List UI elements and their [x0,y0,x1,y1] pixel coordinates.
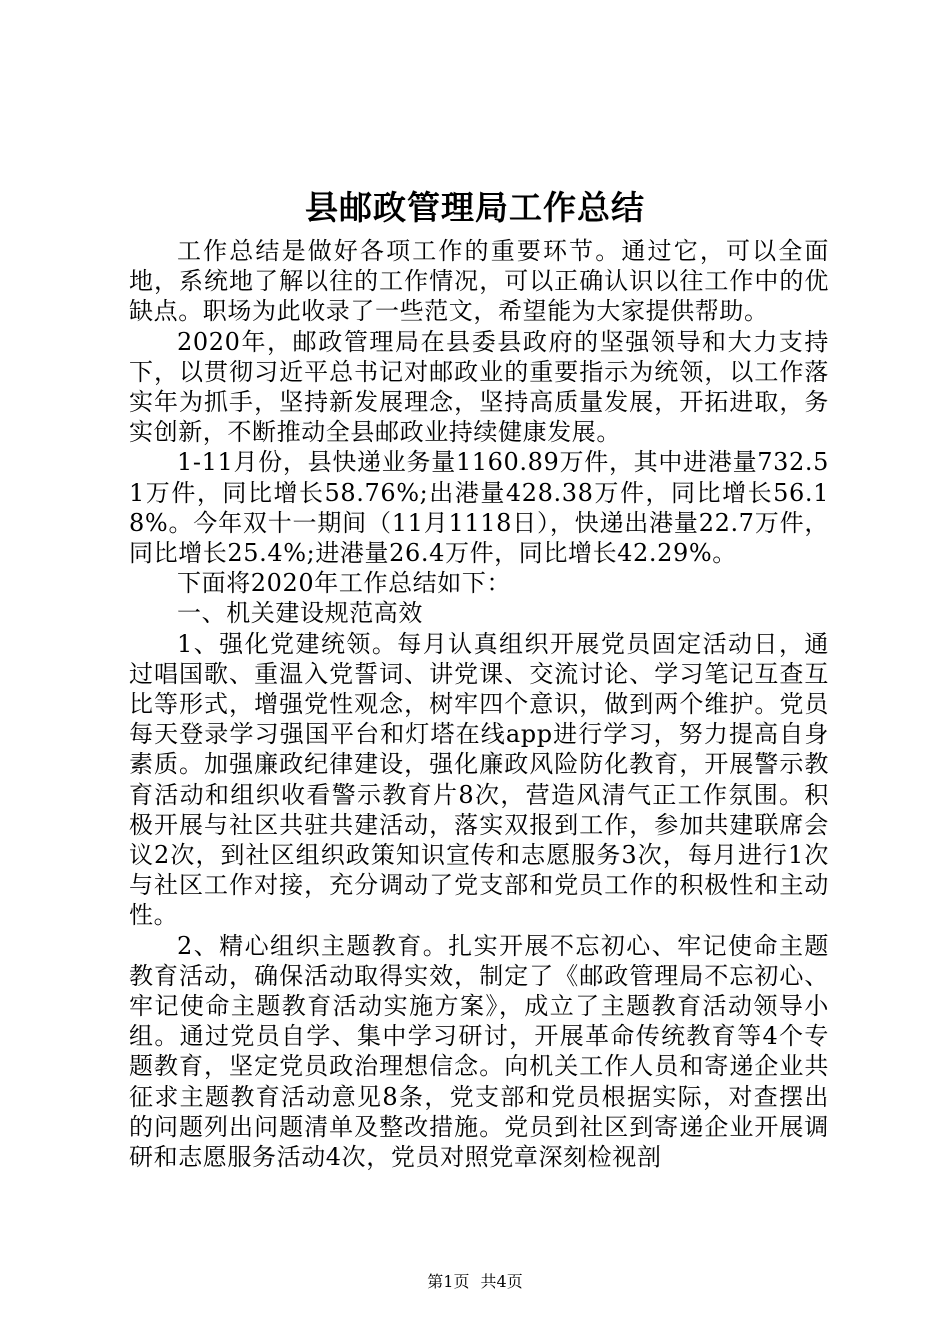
paragraph-party-building: 1、强化党建统领。每月认真组织开展党员固定活动日，通过唱国歌、重温入党誓词、讲党课、交流讨论、学习笔记互查互比等形式，增强党性观念，树牢四个意识，做到两个维护。党员每天登录学习强国平台和灯塔在线app进行学习，努力提高自身素质。加强廉政纪律建设，强化廉政风险防化教育，开展警示教育活动和组织收看警示教育片8次，营造风清气正工作氛围。积极开展与社区共驻共建活动，落实双报到工作，参加共建联席会议2次，到社区组织政策知识宣传和志愿服务3次，每月进行1次与社区工作对接，充分调动了党支部和党员工作的积极性和主动性。 [129,629,829,930]
page-title: 县邮政管理局工作总结 [305,188,645,227]
document-body [129,236,829,1172]
paragraph-theme-education: 2、精心组织主题教育。扎实开展不忘初心、牢记使命主题教育活动，确保活动取得实效，制定了《邮政管理局不忘初心、牢记使命主题教育活动实施方案》，成立了主题教育活动领导小组。通过党员自学、集中学习研讨，开展革命传统教育等4个专题教育，坚定党员政治理想信念。向机关工作人员和寄递企业共征求主题教育活动意见8条，党支部和党员根据实际，对查摆出的问题列出问题清单及整改措施。党员到社区到寄递企业开展调研和志愿服务活动4次，党员对照党章深刻检视剖 [129,931,829,1172]
paragraph-statistics: 1-11月份，县快递业务量1160.89万件，其中进港量732.51万件，同比增长58.76%;出港量428.38万件，同比增长56.18%。今年双十一期间（11月1118日），快递出港量22.7万件，同比增长25.4%;进港量26.4万件，同比增长42.29%。 [129,448,829,568]
page-footer [0,1272,950,1292]
paragraph-overview: 2020年，邮政管理局在县委县政府的坚强领导和大力支持下，以贯彻习近平总书记对邮政业的重要指示为统领，以工作落实年为抓手，坚持新发展理念，坚持高质量发展，开拓进取，务实创新，不断推动全县邮政业持续健康发展。 [129,327,829,447]
paragraph-intro: 工作总结是做好各项工作的重要环节。通过它，可以全面地，系统地了解以往的工作情况，可以正确认识以往工作中的优缺点。职场为此收录了一些范文，希望能为大家提供帮助。 [129,237,829,326]
page-number: 第1页 [427,1272,470,1291]
paragraph-summary-lead: 下面将2020年工作总结如下： [177,569,512,598]
page-total: 共4页 [480,1272,523,1291]
section-heading-1: 一、机关建设规范高效 [177,599,423,628]
